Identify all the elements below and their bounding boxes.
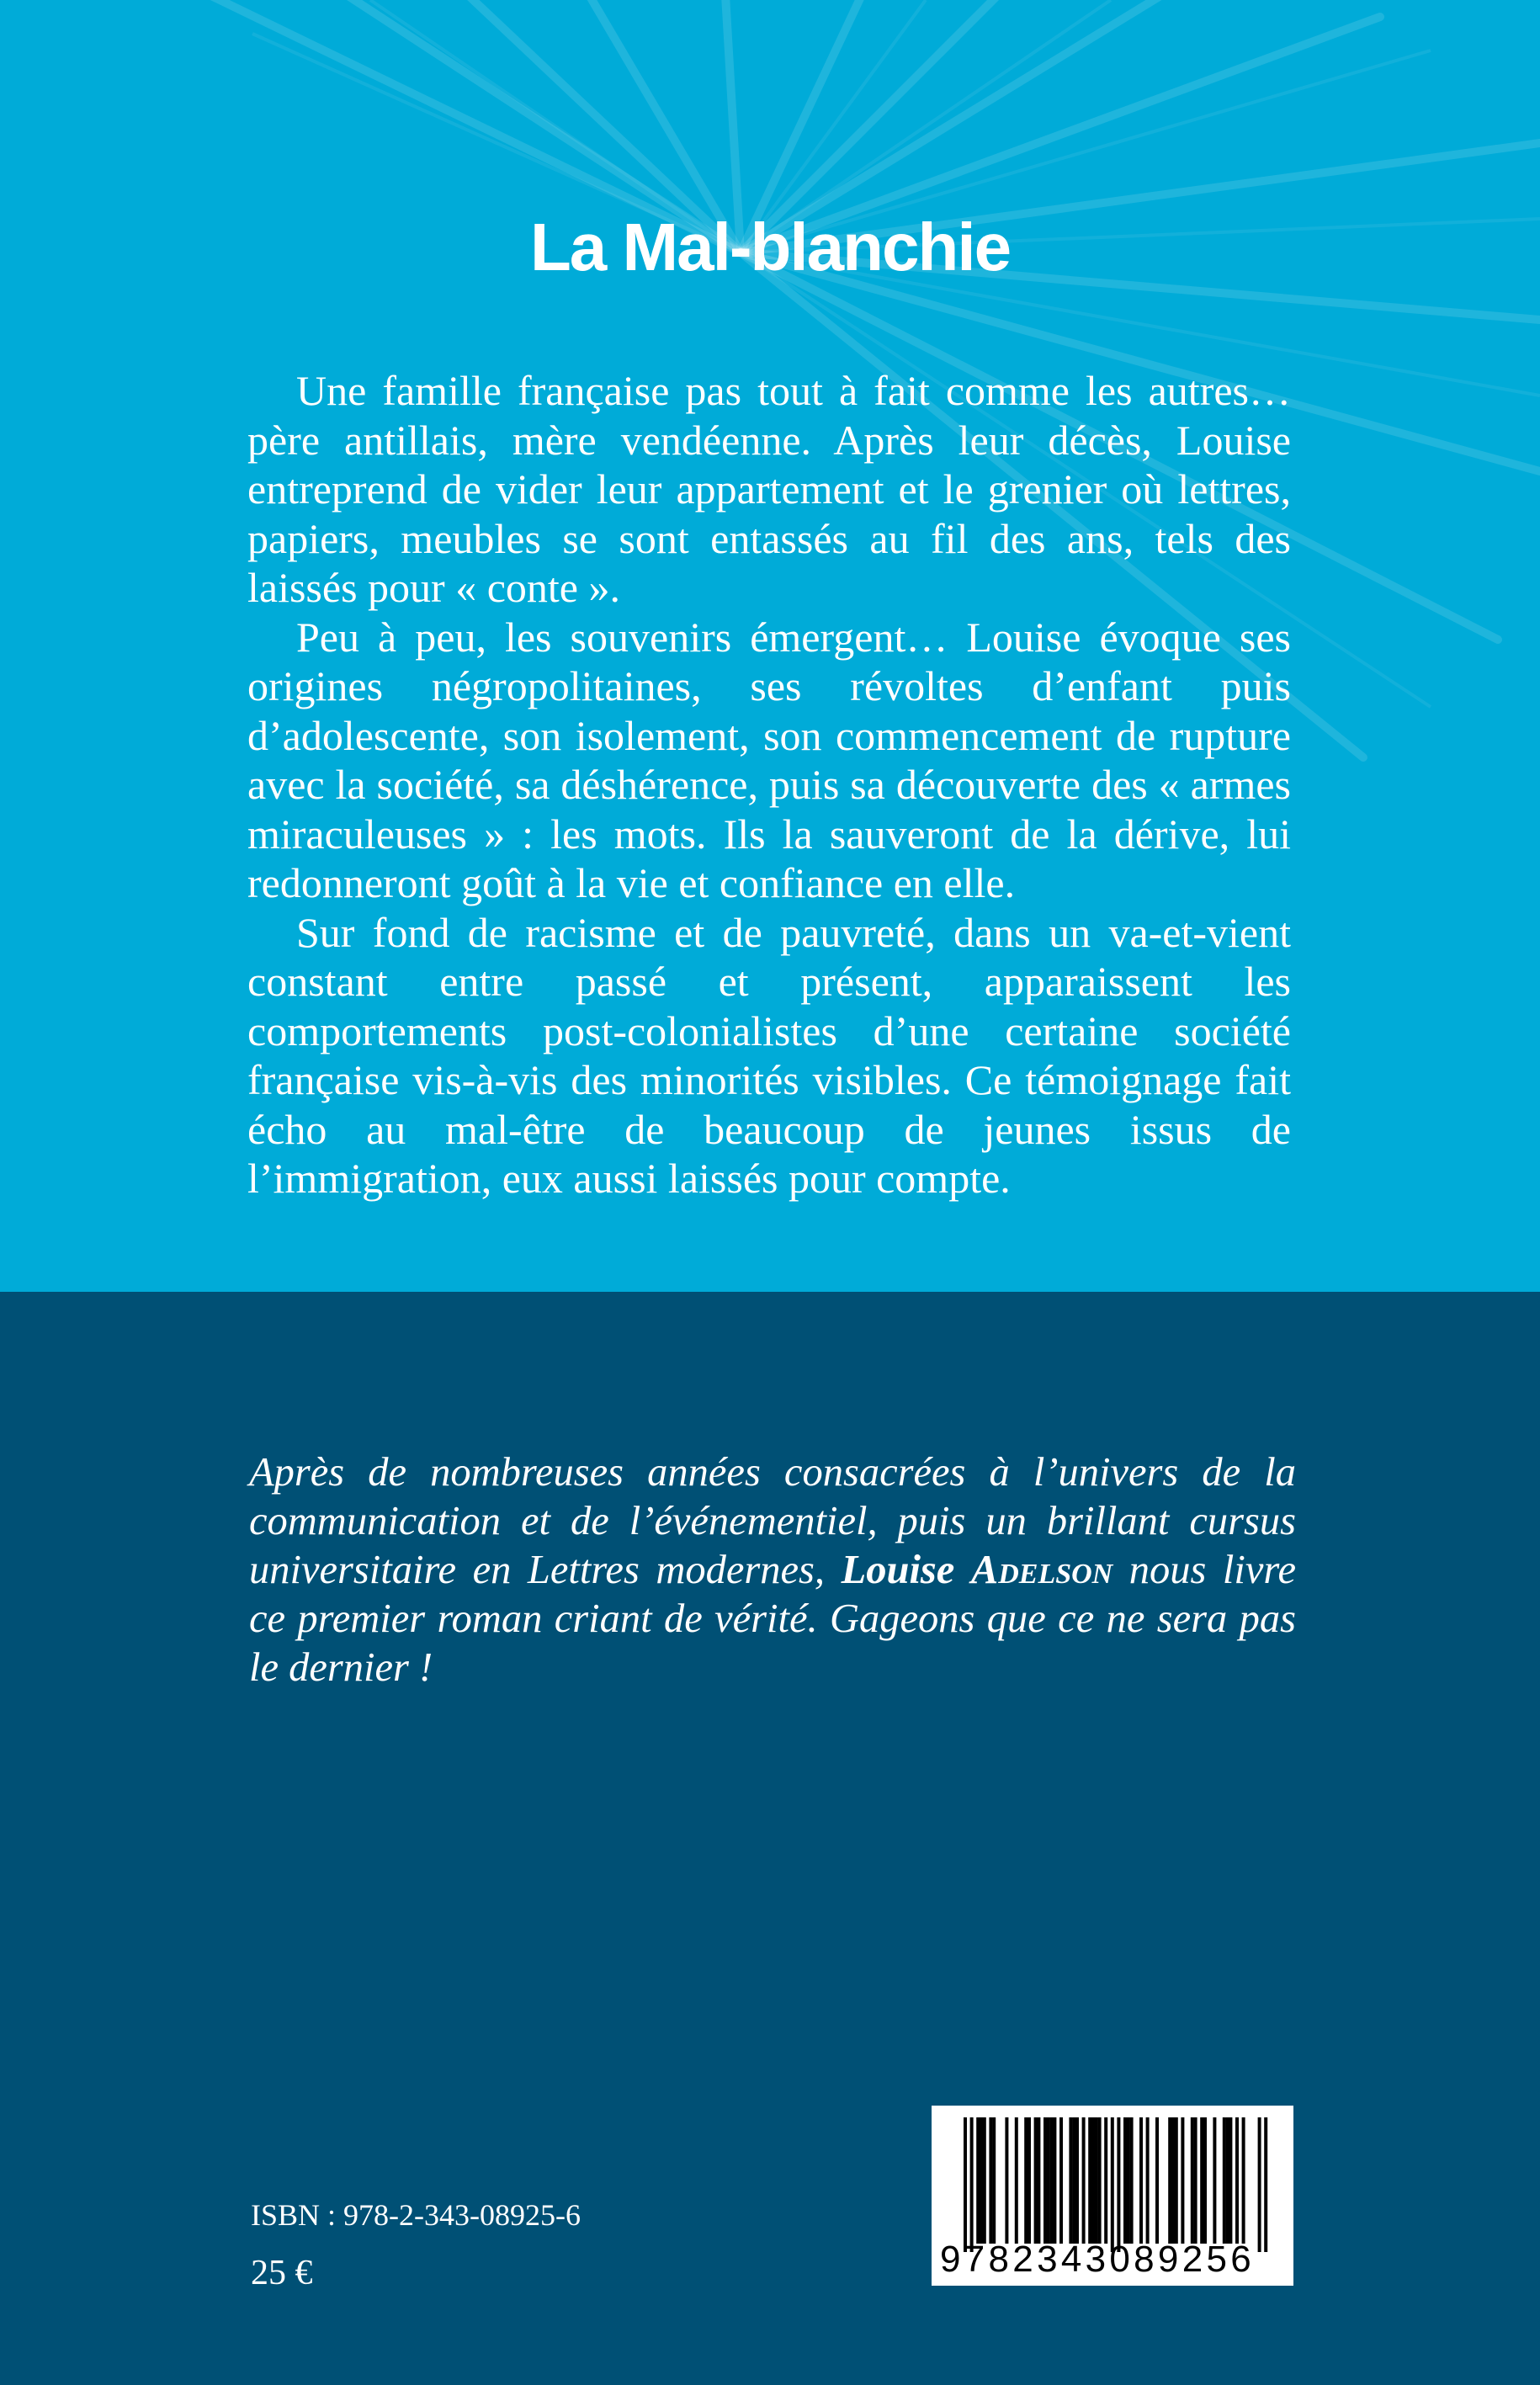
- author-first-name: Louise: [841, 1548, 955, 1592]
- barcode-bar: [1075, 2117, 1079, 2244]
- barcode-bar: [1091, 2117, 1095, 2244]
- barcode-bar: [1037, 2117, 1040, 2244]
- barcode-bar: [1168, 2117, 1171, 2244]
- barcode-bar: [1258, 2117, 1261, 2252]
- barcode-bar: [1082, 2117, 1086, 2244]
- barcode-bar: [980, 2117, 983, 2244]
- barcode-bar: [1088, 2117, 1091, 2244]
- isbn: ISBN : 978-2-343-08925-6: [251, 2198, 581, 2232]
- synopsis-paragraph: Une famille française pas tout à fait comme les autres… père antillais, mère vendéenne. Après leur décès, Louise entreprend de vider leur appartement et le grenier où lettres, papiers, meubles se sont entassés au fil des ans, tels des laissés pour « conte ».: [247, 367, 1291, 611]
- barcode-bar: [1034, 2117, 1038, 2244]
- barcode-bar: [1200, 2117, 1203, 2244]
- author-last-name: Adelson: [970, 1548, 1113, 1592]
- barcode-bar: [1053, 2117, 1056, 2244]
- barcode-bar: [1069, 2117, 1072, 2244]
- barcode-bar: [964, 2117, 967, 2252]
- barcode-bar: [989, 2117, 992, 2244]
- barcode-bar: [1264, 2117, 1267, 2252]
- barcode-bar: [1226, 2117, 1229, 2244]
- barcode-bar: [1127, 2117, 1130, 2244]
- barcode-bar: [1130, 2117, 1134, 2244]
- barcode-bar: [1155, 2117, 1159, 2244]
- barcode-bar: [1139, 2117, 1143, 2244]
- synopsis-paragraph: Peu à peu, les souvenirs émergent… Louise évoque ses origines négropolitaines, ses révoltes d’enfant puis d’adolescente, son isolement, son commencement de rupture avec la société, sa déshérence, puis sa découverte des « armes miraculeuses » : les mots. Ils la sauveront de la dérive, lui redonneront goût à la vie et confiance en elle.: [247, 613, 1291, 906]
- barcode-bar: [1028, 2117, 1031, 2244]
- book-title: La Mal-blanchie: [529, 210, 1011, 284]
- author-bio-text: [249, 1448, 1296, 1692]
- barcode-number: 9782343089256: [940, 2239, 1256, 2280]
- price: 25 €: [251, 2254, 313, 2292]
- barcode-bar: [1181, 2117, 1184, 2244]
- barcode-bar: [1024, 2117, 1028, 2244]
- barcode-bar: [1111, 2117, 1114, 2252]
- barcode-bar: [1043, 2117, 1047, 2244]
- barcode-bar: [1123, 2117, 1127, 2244]
- barcode-bar: [1213, 2117, 1216, 2244]
- synopsis: [247, 366, 1291, 1203]
- barcode-bar: [1223, 2117, 1226, 2244]
- barcode-bar: [1117, 2117, 1120, 2252]
- barcode-bar: [1171, 2117, 1175, 2244]
- barcode-bar: [1050, 2117, 1054, 2244]
- bio-text-before: Après de nombreuses années consacrées à l’univers de la communication et de l’événementiel, puis un brillant cursus universitaire en Lettres modernes,: [249, 1450, 1296, 1592]
- synopsis-paragraph: Sur fond de racisme et de pauvreté, dans un va-et-vient constant entre passé et présent, apparaissent les comportements post-colonialistes d’une certaine société française vis-à-vis des minorités visibles. Ce témoignage fait écho au mal-être de beaucoup de jeunes issus de l’immigration, eux aussi laissés pour compte.: [247, 908, 1291, 1202]
- barcode: [932, 2106, 1293, 2286]
- barcode-bar: [1146, 2117, 1150, 2244]
- bio-text-after: nous livre ce premier roman criant de vérité. Gageons que ce ne sera pas le dernier !: [249, 1548, 1296, 1690]
- barcode-bar: [1229, 2117, 1232, 2244]
- barcode-bar: [1242, 2117, 1245, 2244]
- barcode-bar: [1095, 2117, 1098, 2244]
- barcode-bar: [1194, 2117, 1197, 2244]
- barcode-bar: [1047, 2117, 1050, 2244]
- author-bio: [249, 1448, 1296, 1692]
- barcode-bar: [1191, 2117, 1194, 2244]
- barcode-bar: [1104, 2117, 1107, 2244]
- barcode-bar: [1235, 2117, 1239, 2244]
- author-name: [842, 1548, 1113, 1592]
- barcode-bar: [1059, 2117, 1063, 2244]
- barcode-bar: [1015, 2117, 1018, 2244]
- barcode-bar: [970, 2117, 974, 2252]
- barcode-bar: [1072, 2117, 1075, 2244]
- barcode-bar: [992, 2117, 996, 2244]
- barcode-bar: [1175, 2117, 1178, 2244]
- barcode-bar: [1005, 2117, 1008, 2244]
- barcode-bar: [1203, 2117, 1207, 2244]
- barcode-bar: [976, 2117, 980, 2244]
- barcode-bar: [983, 2117, 986, 2244]
- barcode-bar: [1098, 2117, 1102, 2244]
